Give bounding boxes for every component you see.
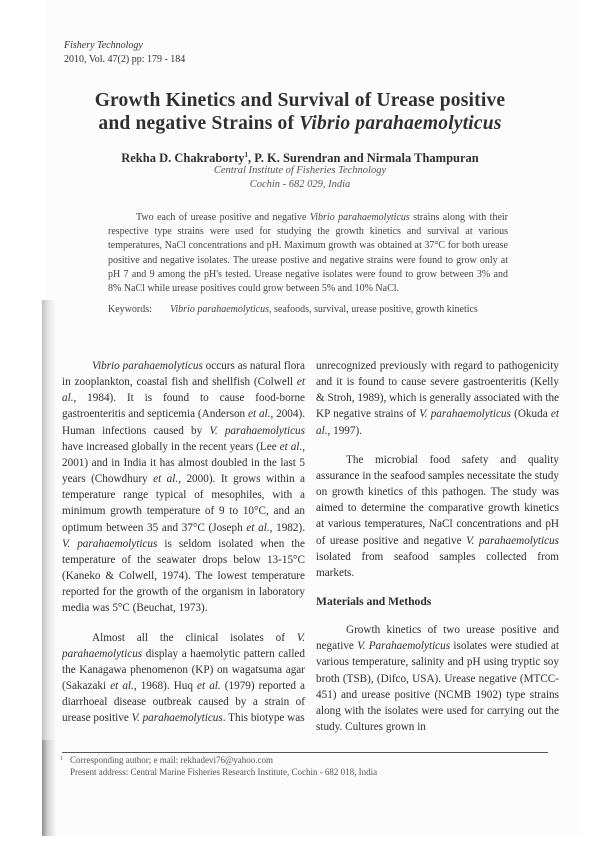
title-line-1: Growth Kinetics and Survival of Urease positive (94, 90, 506, 111)
paragraph-methods-1: Growth kinetics of two urease positive and negative V. Parahaemolyticus isolates were studied at various temperature, salinity and pH using tryptic soy broth (TSB), (Difco, USA). Urease negative (MTCC-451) and urease positive (NCMB 1902) type strains along with the isolates were used for carrying out the study. Cultures grown in (316, 624, 560, 733)
journal-name: Fishery Technology (64, 40, 143, 51)
paper-title (60, 89, 540, 135)
paragraph-intro-2-cont: unrecognized previously with regard to pathogenicity and it is found to cause severe gastroenteritis (Kelly & Stroh, 1989), which is generally associated with the KP negative strains of V. parahaemolyticus (Okuda et al., 1997). (316, 360, 559, 437)
author-footnote-mark: 1 (244, 151, 249, 159)
title-species: Vibrio parahaemolyticus (299, 113, 502, 134)
footnote-corresponding-author: Corresponding author; e mail: rekhadevi76@yahoo.com (70, 755, 273, 765)
affiliation-institution: Central Institute of Fisheries Technology (213, 165, 387, 176)
footnote-present-address: Present address: Central Marine Fisheries Research Institute, Cochin - 682 018, India (70, 766, 378, 777)
journal-header (64, 39, 185, 67)
keywords-label: Keywords: (108, 304, 152, 315)
page-edge-shadow-bottom (42, 740, 56, 836)
journal-citation: 2010, Vol. 47(2) pp: 179 - 184 (64, 54, 186, 65)
author-corresponding: Rekha D. Chakraborty (121, 151, 245, 166)
section-heading-methods: Materials and Methods (316, 595, 432, 609)
abstract-text-2: strains along with their respective type strains were used for studying the growth kinetics and survival at various temperatures, NaCl concentrations and pH. Maximum growth was obtained at 37°C for both urease positive and negative isolates. The urease postive and negative strains were found to grow only at pH 7 and 9 among the pH's tested. Urease negative isolates were found to grow between 3% and 8% NaCl while urease positives could grow between 5% and 10% NaCl. (108, 212, 508, 295)
footnote-mark: 1 (60, 756, 63, 762)
footnotes (62, 755, 552, 778)
author-others: , P. K. Surendran and Nirmala Thampuran (248, 151, 479, 166)
keywords-values (170, 303, 508, 317)
footnote-divider (62, 752, 548, 753)
title-line-2-text: and negative Strains of (98, 113, 300, 134)
title-line-2 (60, 112, 540, 135)
paragraph-intro-1: Vibrio parahaemolyticus occurs as natural flora in zooplankton, coastal fish and shellfish (Colwell et al., 1984). It is found to cause food-borne gastroenteritis and septicemia (Anderson et al., 2004). Human infections caused by V. parahaemolyticus have increased globally in the recent years (Lee et al., 2001) and in India it has almost doubled in the last 5 years (Chowdhury et al., 2000). It grows within a temperature range typical of mesophiles, with a minimum growth temperature of 9 to 10°C, and an optimum between 35 and 37°C (Joseph et al., 1982). V. parahaemolyticus is seldom isolated when the temperature of the seawater drops below 13-15°C (Kaneko & Colwell, 1974). The lowest temperature reported for the growth of the organism in laboratory media was 5°C (Beuchat, 1973). (62, 360, 306, 615)
abstract (108, 211, 508, 296)
paragraph-intro-3: The microbial food safety and quality assurance in the seafood samples necessitate the study on growth kinetics of this pathogen. The study was aimed to determine the comparative growth kinetics at various temperatures, NaCl concentrations and pH of urease positive and negative V. parahaemolyticus isolated from seafood samples collected from markets. (316, 453, 559, 579)
abstract-text-1: Two each of urease positive and negative (136, 212, 310, 223)
paragraph-intro-2: Almost all the clinical isolates of V. parahaemolyticus display a haemolytic pattern called the Kanagawa phenomenon (KP) on wagatsuma agar (Sakazaki et al., 1968). Huq et al. (1979) reported a diarrhoeal disease outbreak caused by a strain of urease positive V. parahaemolyticus. This biotype was (62, 631, 305, 725)
keywords (108, 303, 508, 317)
affiliation-address: Cochin - 682 029, India (249, 179, 351, 190)
abstract-species: Vibrio parahaemolyticus (309, 212, 410, 223)
keywords-rest: , seafoods, survival, urease positive, growth kinetics (268, 304, 478, 315)
body-column-left (62, 358, 305, 739)
body-column-right (316, 358, 559, 748)
keyword-species: Vibrio parahaemolyticus (170, 304, 269, 315)
